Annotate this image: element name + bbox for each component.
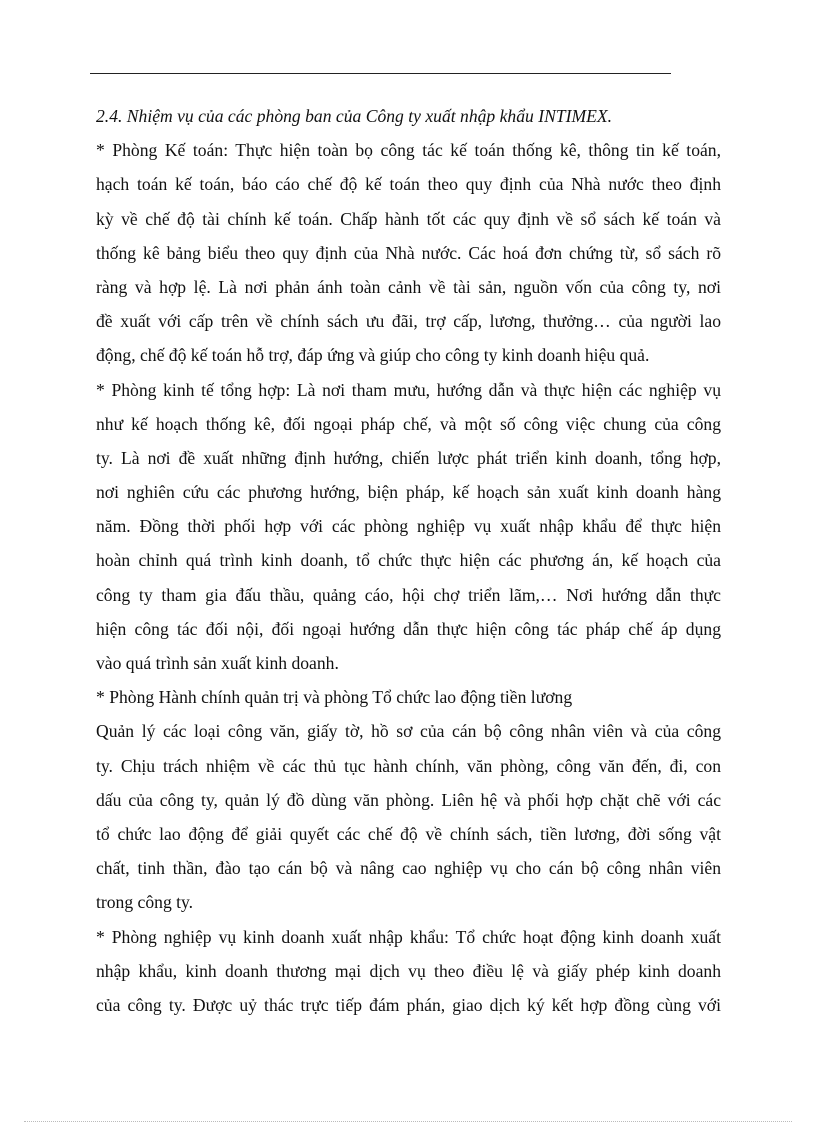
text-line: đề xuất với cấp trên về chính sách ưu đãi, trợ cấp, lương, thưởng… của người lao (96, 311, 721, 332)
paragraph-xuat-nhap-khau (96, 920, 721, 1023)
text-line: * Phòng kinh tế tổng hợp: Là nơi tham mưu, hướng dẫn và thực hiện các nghiệp vụ (96, 379, 721, 400)
text-line: kỳ về chế độ tài chính kế toán. Chấp hành tốt các quy định về sổ sách kế toán và (96, 208, 721, 229)
text-line: của công ty. Được uỷ thác trực tiếp đám phán, giao dịch ký kết hợp đồng cùng với (96, 994, 721, 1015)
text-line: ty. Là nơi đề xuất những định hướng, chiến lược phát triển kinh doanh, tổng hợp, (96, 447, 721, 468)
text-line: * Phòng Hành chính quản trị và phòng Tổ chức lao động tiền lương (96, 687, 573, 708)
paragraph-ke-toan (96, 133, 721, 372)
paragraph-hanh-chinh-body (96, 714, 721, 919)
text-line: ty. Chịu trách nhiệm về các thủ tục hành chính, văn phòng, công văn đến, đi, con (96, 755, 721, 776)
header-rule (90, 73, 671, 74)
text-line: vào quá trình sản xuất kinh doanh. (96, 653, 339, 673)
text-line: hạch toán kế toán, báo cáo chế độ kế toán theo quy định của Nhà nước theo định (96, 174, 721, 195)
text-line: * Phòng Kế toán: Thực hiện toàn bọ công tác kế toán thống kê, thông tin kế toán, (96, 140, 721, 161)
paragraph-hanh-chinh-title (96, 680, 721, 714)
text-line: như kế hoạch thống kê, đối ngoại pháp chế, và một số công việc chung của công (96, 413, 721, 434)
text-line: công ty tham gia đấu thầu, quảng cáo, hội chợ triển lãm,… Nơi hướng dẫn thực (96, 584, 721, 605)
text-line: hiện công tác đối nội, đối ngoại hướng dẫn thực hiện công tác pháp chế áp dụng (96, 618, 721, 639)
text-line: chất, tinh thần, đào tạo cán bộ và nâng cao nghiệp vụ cho cán bộ công nhân viên (96, 858, 721, 879)
text-line: ràng và hợp lệ. Là nơi phản ánh toàn cảnh về tài sản, nguồn vốn của công ty, nơi (96, 276, 721, 297)
text-line: tổ chức lao động để giải quyết các chế độ về chính sách, tiền lương, đời sống vật (96, 823, 721, 844)
text-line: Quản lý các loại công văn, giấy tờ, hồ sơ của cán bộ công nhân viên và của công (96, 721, 721, 742)
text-line: hoàn chỉnh quá trình kinh doanh, tổ chức thực hiện các phương án, kế hoạch của (96, 550, 721, 571)
text-line: dấu của công ty, quản lý đồ dùng văn phòng. Liên hệ và phối hợp chặt chẽ với các (96, 789, 721, 810)
section-heading: 2.4. Nhiệm vụ của các phòng ban của Công ty xuất nhập khẩu INTIMEX. (96, 106, 612, 126)
paragraph-kinh-te-tong-hop (96, 373, 721, 681)
text-line: * Phòng nghiệp vụ kinh doanh xuất nhập khẩu: Tổ chức hoạt động kinh doanh xuất (96, 926, 721, 947)
document-body (96, 99, 721, 1022)
text-line: thống kê bảng biểu theo quy định của Nhà nước. Các hoá đơn chứng từ, sổ sách rõ (96, 242, 721, 263)
text-line: năm. Đồng thời phối hợp với các phòng nghiệp vụ xuất nhập khẩu để thực hiện (96, 516, 721, 537)
text-line: nhập khẩu, kinh doanh thương mại dịch vụ theo điều lệ và giấy phép kinh doanh (96, 960, 721, 981)
text-line: nơi nghiên cứu các phương hướng, biện pháp, kế hoạch sản xuất kinh doanh hàng (96, 482, 721, 503)
page-bottom-border (24, 1121, 792, 1122)
text-line: trong công ty. (96, 892, 194, 913)
text-line: động, chế độ kế toán hỗ trợ, đáp ứng và giúp cho công ty kinh doanh hiệu quả. (96, 345, 650, 366)
